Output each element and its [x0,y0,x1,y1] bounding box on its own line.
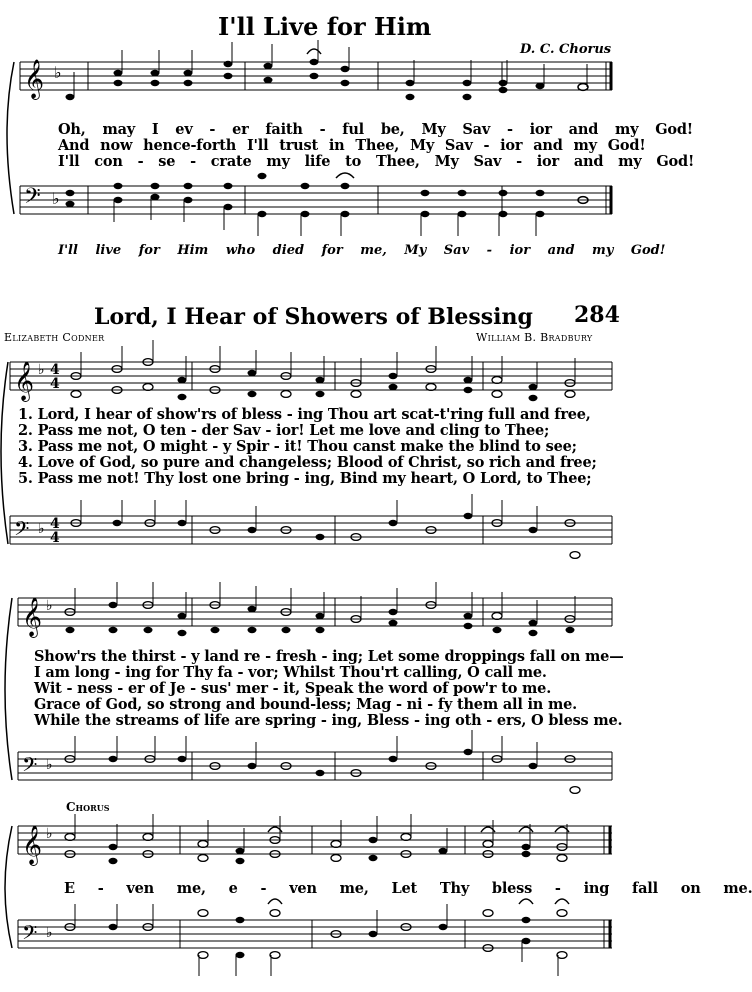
hymn2-verse-2-line-2: I am long - ing for Thy fa - vor; Whilst Thou'rt calling, O call me. [34,664,547,681]
svg-text:𝄞: 𝄞 [24,59,45,99]
hymn1-chorus-line: I'll live for Him who died for me, My Sav - ior and my God! [58,243,666,258]
hymn2-verse-2-line-1: 2. Pass me not, O ten - der Sav - ior! Let me love and cling to Thee; [18,422,550,439]
svg-text:♭: ♭ [54,63,62,82]
svg-text:4: 4 [50,362,60,378]
svg-text:𝄞: 𝄞 [22,825,43,865]
hymn2-number: 284 [574,302,620,328]
hymn2-verse-1-line-2: Show'rs the thirst - y land re - fresh - ing; Let some droppings fall on me— [34,648,624,665]
svg-text:𝄞: 𝄞 [22,597,43,637]
svg-text:𝄢: 𝄢 [14,517,30,545]
hymn2-chorus-label: Chorus [66,800,110,814]
hymn2-verse-4-line-1: 4. Love of God, so pure and changeless; Blood of Christ, so rich and free; [18,454,597,471]
hymn2-braces [0,0,30,992]
hymn2-verse-1-line-1: 1. Lord, I hear of show'rs of bless - ing Thou art scat-t'ring full and free, [18,406,591,423]
hymn2-verse-5-line-2: While the streams of life are spring - ing, Bless - ing oth - ers, O bless me. [34,712,623,729]
hymn2-title: Lord, I Hear of Showers of Blessing [94,304,533,330]
hymn2-verse-3-line-1: 3. Pass me not, O might - y Spir - it! Thou canst make the blind to see; [18,438,577,455]
svg-text:4: 4 [50,516,60,532]
hymn1-direction: D. C. Chorus [520,42,612,57]
svg-text:4: 4 [50,376,60,392]
hymn1-verse-1: Oh, may I ev - er faith - ful be, My Sav - ior and my God! [58,121,693,138]
hymn2-chorus-line: E - ven me, e - ven me, Let Thy bless - ing fall on me. [64,880,752,897]
svg-text:𝄢: 𝄢 [22,921,38,949]
svg-text:𝄞: 𝄞 [14,361,35,401]
hymn2-author: Elizabeth Codner [4,331,105,344]
hymn2-verse-5-line-1: 5. Pass me not! Thy lost one bring - ing, Bind my heart, O Lord, to Thee; [18,470,592,487]
svg-text:♭: ♭ [46,757,53,773]
svg-text:♭: ♭ [38,521,45,537]
svg-text:♭: ♭ [46,826,53,842]
hymn2-composer: William B. Bradbury [476,331,593,344]
hymn1-verse-3: I'll con - se - crate my life to Thee, My Sav - ior and my God! [58,153,695,170]
hymn1-verse-2: And now hence-forth I'll trust in Thee, My Sav - ior and my God! [58,137,646,154]
svg-text:♭: ♭ [38,362,45,378]
svg-text:♭: ♭ [52,189,60,208]
svg-text:𝄢: 𝄢 [22,753,38,781]
hymn2-verse-3-line-2: Wit - ness - er of Je - sus' mer - it, Speak the word of pow'r to me. [34,680,552,697]
hymn2-verse-4-line-2: Grace of God, so strong and bound-less; Mag - ni - fy them all in me. [34,696,577,713]
svg-text:4: 4 [50,530,60,546]
svg-text:♭: ♭ [46,925,53,941]
hymn1-title: I'll Live for Him [218,12,432,41]
svg-text:𝄢: 𝄢 [24,184,41,214]
svg-text:♭: ♭ [46,598,53,614]
